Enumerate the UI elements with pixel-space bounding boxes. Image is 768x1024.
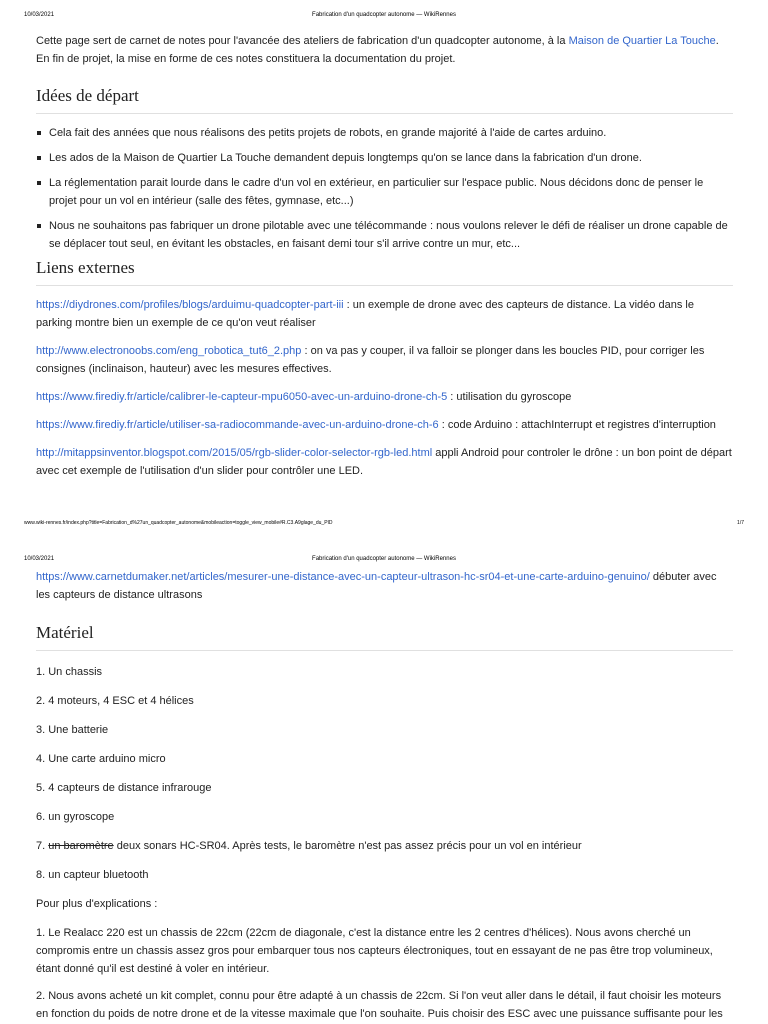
- link-entry: https://diydrones.com/profiles/blogs/arduimu-quadcopter-part-iii : un exemple de drone avec des capteurs de distance. La vidéo dans le parking montre bien un exemple de ce qu'on veut réaliser: [36, 299, 694, 329]
- list-item: Les ados de la Maison de Quartier La Touche demandent depuis longtemps qu'on se lance dans la fabrication d'un drone.: [36, 149, 733, 167]
- explication-paragraph: 1. Le Realacc 220 est un chassis de 22cm (22cm de diagonale, c'est la distance entre les 2 centres d'hélices). Nous avons cherché un compromis entre un chassis assez gros pour embarquer tous nos capteurs électroniques, tout en essayant de ne pas être trop volumineux, étant donné qu'il est destiné à voler en intérieur.: [36, 927, 713, 975]
- heading-materiel: Matériel: [36, 624, 733, 651]
- ideas-list: [36, 124, 733, 253]
- list-item: Nous ne souhaitons pas fabriquer un drone pilotable avec une télécommande : nous voulons relever le défi de réaliser un drone capable de se déplacer tout seul, en évitant les obstacles, en faisant demi tour s'il arrive contre un mur, etc...: [36, 217, 733, 253]
- print-title: Fabrication d'un quadcopter autonome — WikiRennes: [312, 12, 456, 18]
- print-header: [0, 12, 768, 26]
- page-2-content: [36, 568, 733, 1023]
- list-item: 4. Une carte arduino micro: [36, 753, 166, 765]
- explications-label: Pour plus d'explications :: [36, 898, 158, 910]
- external-link[interactable]: https://www.firediy.fr/article/calibrer-le-capteur-mpu6050-avec-un-arduino-drone-ch-5: [36, 391, 448, 403]
- heading-idees: Idées de départ: [36, 87, 733, 114]
- print-title: Fabrication d'un quadcopter autonome — WikiRennes: [312, 556, 456, 562]
- page-number: 1/7: [737, 520, 744, 526]
- materiel-list: [36, 663, 733, 1023]
- list-item: Cela fait des années que nous réalisons des petits projets de robots, en grande majorité à l'aide de cartes arduino.: [36, 124, 733, 142]
- link-entry: http://www.electronoobs.com/eng_robotica_tut6_2.php : on va pas y couper, il va falloir se plonger dans les boucles PID, pour corriger les consignes (inclinaison, hauteur) avec les mesures effectives.: [36, 345, 705, 375]
- external-links: [36, 296, 733, 480]
- list-item: 7. un baromètre deux sonars HC-SR04. Après tests, le baromètre n'est pas assez précis pour un vol en intérieur: [36, 840, 582, 852]
- list-item: 1. Un chassis: [36, 666, 103, 678]
- maison-quartier-link[interactable]: Maison de Quartier La Touche: [568, 35, 716, 47]
- page-1-content: [36, 32, 733, 480]
- link-entry: https://www.carnetdumaker.net/articles/mesurer-une-distance-avec-un-capteur-ultrason-hc-sr04-et-une-carte-arduino-genuino/ débuter avec les capteurs de distance ultrasons: [36, 571, 717, 601]
- list-item: 8. un capteur bluetooth: [36, 869, 149, 881]
- explication-paragraph: 2. Nous avons acheté un kit complet, connu pour être adapté à un chassis de 22cm. Si l'on veut aller dans le détail, il faut choisir les moteurs en fonction du poids de notre drone et de la vitesse maximale que l'on souhaite. Puis choisir des ESC avec une puissance suffisante pour les: [36, 990, 723, 1020]
- list-item: 6. un gyroscope: [36, 811, 115, 823]
- struck-text: un baromètre: [48, 840, 114, 852]
- print-date: 10/03/2021: [24, 12, 55, 18]
- intro-paragraph: Cette page sert de carnet de notes pour l'avancée des ateliers de fabrication d'un quadcopter autonome, à la Maison de Quartier La Touche. En fin de projet, la mise en forme de ces notes constituera la documentation du projet.: [36, 35, 719, 65]
- list-item: La réglementation parait lourde dans le cadre d'un vol en extérieur, en particulier sur l'espace public. Nous décidons donc de penser le projet pour un vol en intérieur (salle des fêtes, gymnase, etc...): [36, 174, 733, 210]
- external-link[interactable]: http://www.electronoobs.com/eng_robotica_tut6_2.php: [36, 345, 302, 357]
- external-link[interactable]: http://mitappsinventor.blogspot.com/2015/05/rgb-slider-color-selector-rgb-led.html: [36, 447, 433, 459]
- print-url: www.wiki-rennes.fr/index.php?title=Fabrication_d%27un_quadcopter_autonome&mobileaction=toggle_view_mobile#R.C3.A9glage_du_PID: [24, 520, 333, 526]
- list-item: 2. 4 moteurs, 4 ESC et 4 hélices: [36, 695, 194, 707]
- print-date: 10/03/2021: [24, 556, 55, 562]
- list-item: 3. Une batterie: [36, 724, 109, 736]
- list-item: 5. 4 capteurs de distance infrarouge: [36, 782, 212, 794]
- external-link[interactable]: https://diydrones.com/profiles/blogs/arduimu-quadcopter-part-iii: [36, 299, 344, 311]
- external-link[interactable]: https://www.carnetdumaker.net/articles/mesurer-une-distance-avec-un-capteur-ultrason-hc-sr04-et-une-carte-arduino-genuino/: [36, 571, 650, 583]
- link-entry: https://www.firediy.fr/article/calibrer-le-capteur-mpu6050-avec-un-arduino-drone-ch-5 : utilisation du gyroscope: [36, 391, 572, 403]
- link-entry: http://mitappsinventor.blogspot.com/2015/05/rgb-slider-color-selector-rgb-led.html appli Android pour controler le drône : un bon point de départ avec cet exemple de l'utilisation d'un slider pour contrôler une LED.: [36, 447, 732, 477]
- link-entry: https://www.firediy.fr/article/utiliser-sa-radiocommande-avec-un-arduino-drone-ch-6 : code Arduino : attachInterrupt et registres d'interruption: [36, 419, 716, 431]
- heading-liens: Liens externes: [36, 259, 733, 286]
- external-link[interactable]: https://www.firediy.fr/article/utiliser-sa-radiocommande-avec-un-arduino-drone-ch-6: [36, 419, 439, 431]
